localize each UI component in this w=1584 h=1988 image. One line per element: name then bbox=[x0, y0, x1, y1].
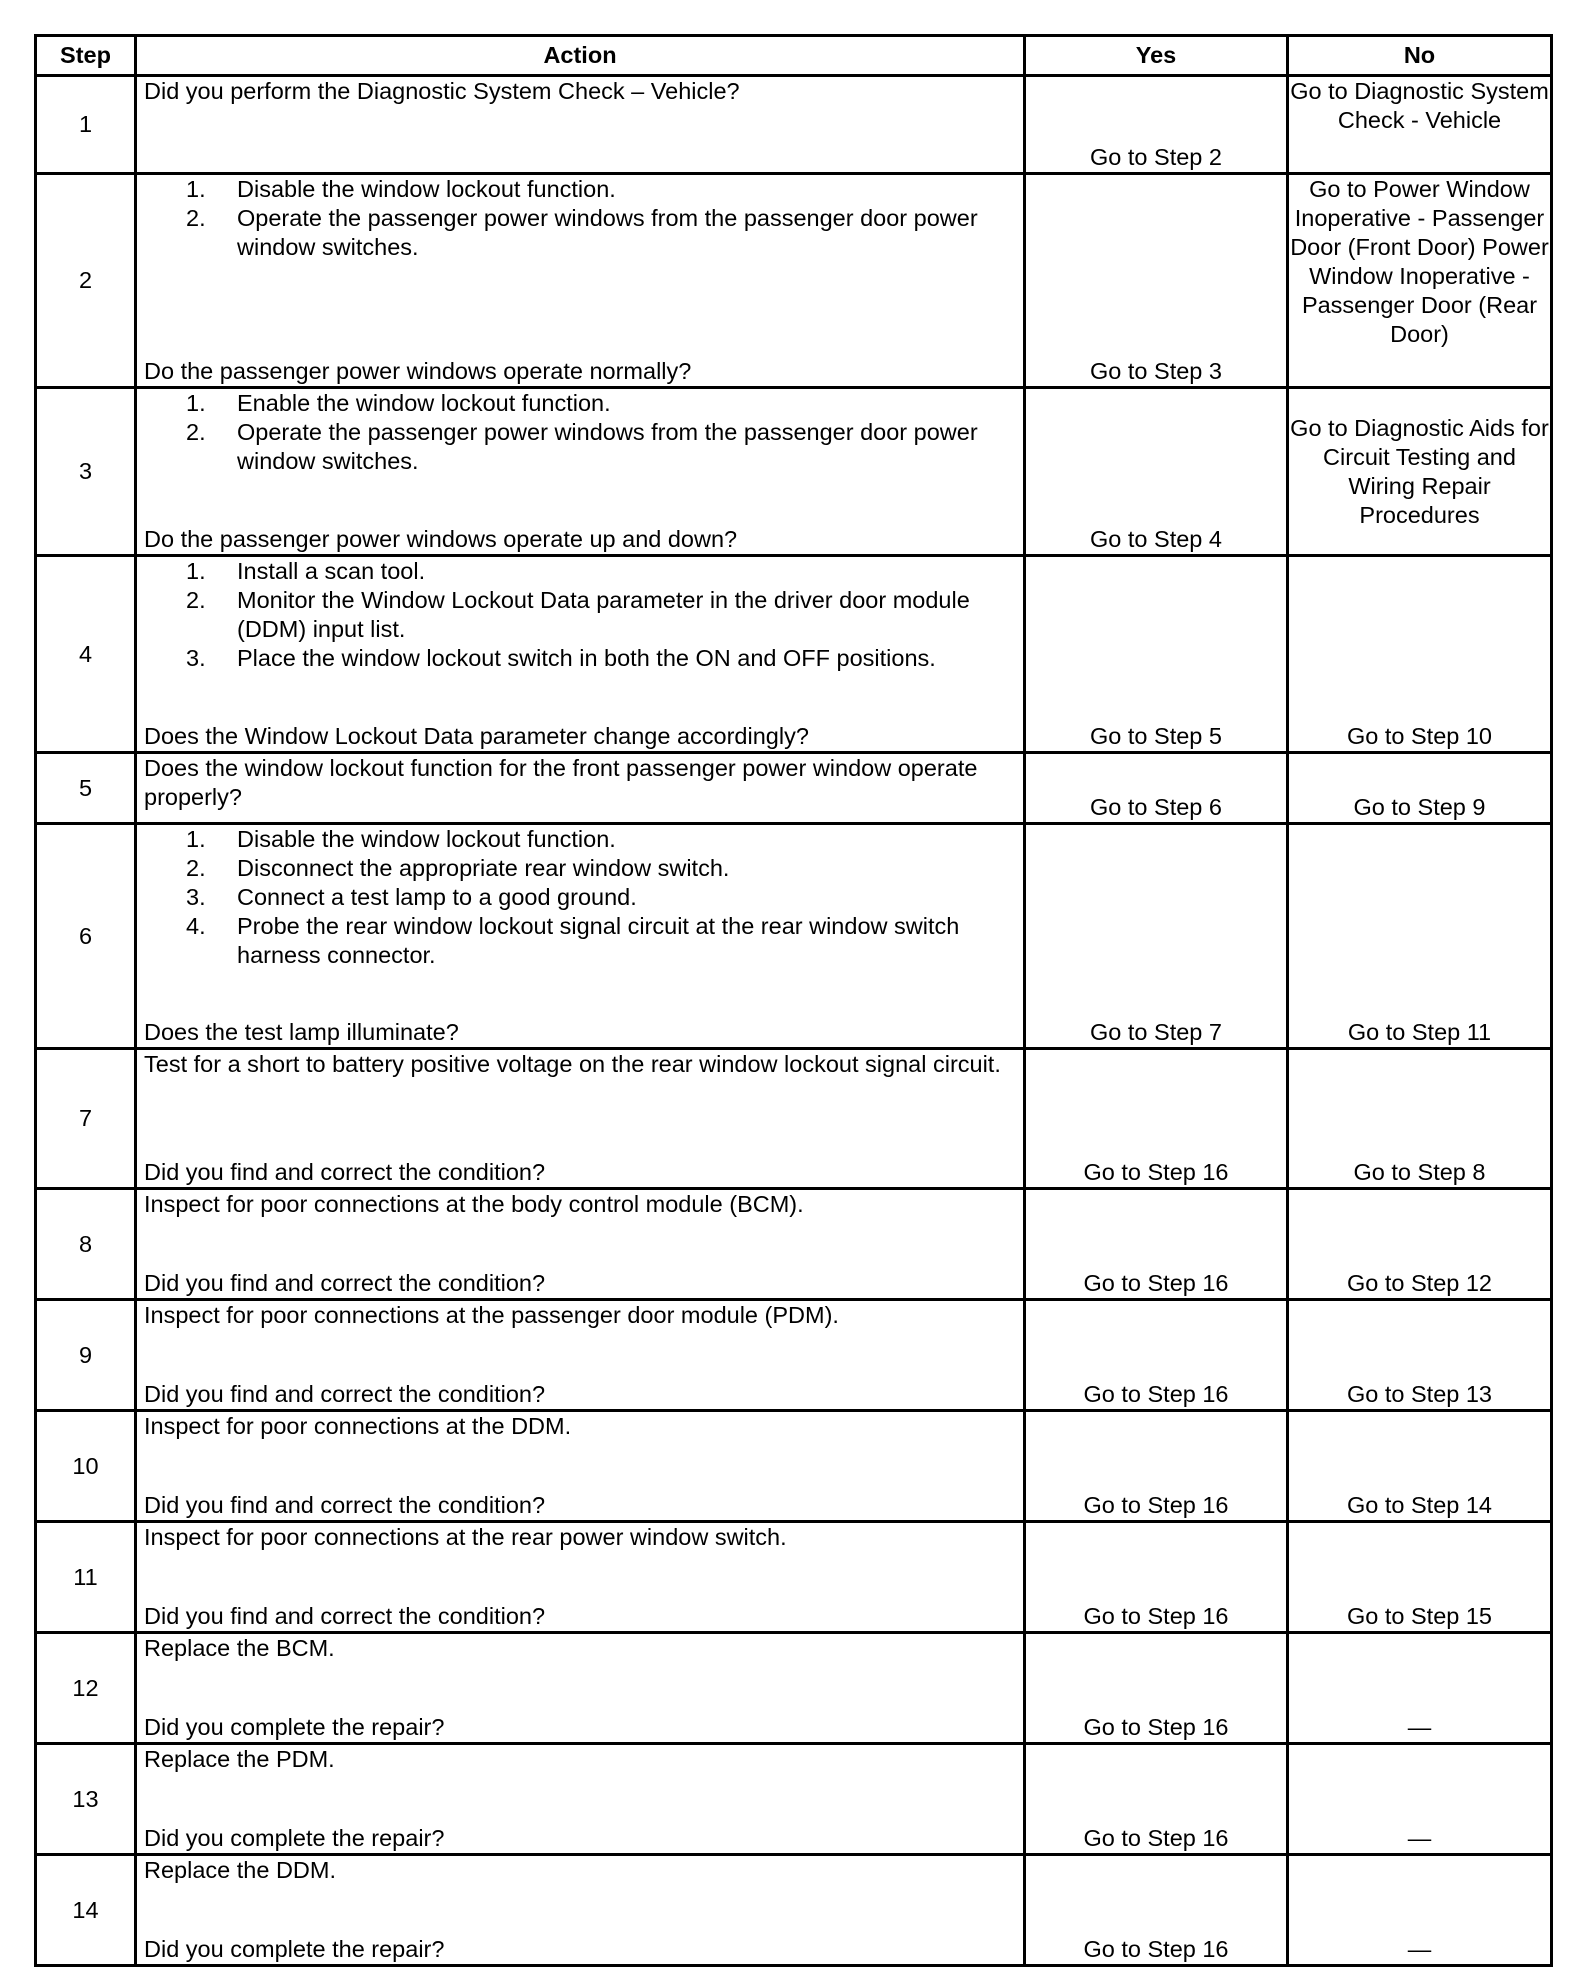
procedure-item-number: 3. bbox=[186, 884, 206, 910]
no-result: Go to Diagnostic Aids for Circuit Testing and Wiring Repair Procedures bbox=[1288, 388, 1552, 556]
no-result: Go to Step 11 bbox=[1288, 824, 1552, 1049]
procedure-item-number: 1. bbox=[186, 826, 206, 852]
no-result: Go to Step 10 bbox=[1288, 556, 1552, 753]
action-text: Did you perform the Diagnostic System Check – Vehicle? bbox=[144, 78, 740, 104]
table-row bbox=[36, 1049, 1552, 1189]
header-step: Step bbox=[36, 36, 136, 76]
procedure-item-number: 2. bbox=[186, 419, 206, 445]
yes-result: Go to Step 16 bbox=[1025, 1300, 1288, 1411]
procedure-item-number: 2. bbox=[186, 205, 206, 231]
table-row bbox=[36, 1744, 1552, 1855]
action-cell bbox=[136, 1300, 1025, 1411]
yes-result: Go to Step 16 bbox=[1025, 1855, 1288, 1966]
no-result: Go to Step 15 bbox=[1288, 1522, 1552, 1633]
procedure-item-number: 4. bbox=[186, 913, 206, 939]
no-result: Go to Step 14 bbox=[1288, 1411, 1552, 1522]
procedure-list bbox=[144, 175, 1017, 262]
table-body bbox=[36, 76, 1552, 1966]
action-question: Did you find and correct the condition? bbox=[144, 1603, 546, 1629]
action-question: Did you find and correct the condition? bbox=[144, 1159, 546, 1185]
step-number: 8 bbox=[36, 1189, 136, 1300]
action-question: Did you find and correct the condition? bbox=[144, 1492, 546, 1518]
step-number: 6 bbox=[36, 824, 136, 1049]
action-question: Did you complete the repair? bbox=[144, 1936, 445, 1962]
header-action: Action bbox=[136, 36, 1025, 76]
procedure-item-number: 2. bbox=[186, 855, 206, 881]
table-row bbox=[36, 388, 1552, 556]
procedure-item bbox=[186, 389, 1017, 418]
action-cell bbox=[136, 1411, 1025, 1522]
no-result: Go to Step 9 bbox=[1288, 753, 1552, 824]
procedure-item-number: 3. bbox=[186, 645, 206, 671]
yes-result: Go to Step 16 bbox=[1025, 1633, 1288, 1744]
no-result: — bbox=[1288, 1633, 1552, 1744]
no-result: Go to Step 12 bbox=[1288, 1189, 1552, 1300]
action-cell bbox=[136, 1855, 1025, 1966]
step-number: 1 bbox=[36, 76, 136, 174]
procedure-item bbox=[186, 175, 1017, 204]
table-row bbox=[36, 174, 1552, 388]
procedure-item-number: 1. bbox=[186, 390, 206, 416]
step-number: 7 bbox=[36, 1049, 136, 1189]
procedure-item bbox=[186, 912, 1017, 970]
procedure-list bbox=[144, 825, 1017, 970]
action-question: Did you find and correct the condition? bbox=[144, 1270, 546, 1296]
no-result: Go to Power Window Inoperative - Passenger Door (Front Door) Power Window Inoperative - Passenger Door (Rear Door) bbox=[1288, 174, 1552, 388]
procedure-item-text: Disconnect the appropriate rear window switch. bbox=[237, 855, 730, 881]
yes-result: Go to Step 16 bbox=[1025, 1744, 1288, 1855]
table-row bbox=[36, 824, 1552, 1049]
table-row bbox=[36, 1300, 1552, 1411]
procedure-item-text: Monitor the Window Lockout Data parameter in the driver door module (DDM) input list. bbox=[237, 587, 970, 642]
table-row bbox=[36, 1411, 1552, 1522]
action-question: Does the Window Lockout Data parameter change accordingly? bbox=[144, 723, 809, 749]
no-result: — bbox=[1288, 1855, 1552, 1966]
action-question: Did you complete the repair? bbox=[144, 1714, 445, 1740]
step-number: 11 bbox=[36, 1522, 136, 1633]
step-number: 3 bbox=[36, 388, 136, 556]
action-text: Inspect for poor connections at the rear power window switch. bbox=[144, 1524, 787, 1550]
yes-result: Go to Step 16 bbox=[1025, 1522, 1288, 1633]
procedure-item-text: Connect a test lamp to a good ground. bbox=[237, 884, 637, 910]
yes-result: Go to Step 3 bbox=[1025, 174, 1288, 388]
step-number: 9 bbox=[36, 1300, 136, 1411]
procedure-item-number: 2. bbox=[186, 587, 206, 613]
action-text: Inspect for poor connections at the DDM. bbox=[144, 1413, 572, 1439]
table-row bbox=[36, 1855, 1552, 1966]
yes-result: Go to Step 4 bbox=[1025, 388, 1288, 556]
step-number: 10 bbox=[36, 1411, 136, 1522]
procedure-item bbox=[186, 825, 1017, 854]
action-question: Did you complete the repair? bbox=[144, 1825, 445, 1851]
action-cell bbox=[136, 824, 1025, 1049]
procedure-item bbox=[186, 586, 1017, 644]
action-text: Inspect for poor connections at the body control module (BCM). bbox=[144, 1191, 804, 1217]
header-no: No bbox=[1288, 36, 1552, 76]
procedure-item-text: Disable the window lockout function. bbox=[237, 176, 616, 202]
yes-result: Go to Step 2 bbox=[1025, 76, 1288, 174]
action-text: Replace the PDM. bbox=[144, 1746, 335, 1772]
action-cell bbox=[136, 1633, 1025, 1744]
action-text: Replace the DDM. bbox=[144, 1857, 336, 1883]
procedure-list bbox=[144, 389, 1017, 476]
action-question: Does the test lamp illuminate? bbox=[144, 1019, 459, 1045]
table-row bbox=[36, 556, 1552, 753]
step-number: 2 bbox=[36, 174, 136, 388]
action-cell bbox=[136, 753, 1025, 824]
action-cell bbox=[136, 388, 1025, 556]
no-result: Go to Step 8 bbox=[1288, 1049, 1552, 1189]
action-text: Does the window lockout function for the front passenger power window operate properly? bbox=[144, 755, 978, 810]
action-text: Inspect for poor connections at the passenger door module (PDM). bbox=[144, 1302, 839, 1328]
action-text: Test for a short to battery positive voltage on the rear window lockout signal circuit. bbox=[144, 1051, 1001, 1077]
procedure-item-number: 1. bbox=[186, 558, 206, 584]
action-question: Do the passenger power windows operate normally? bbox=[144, 358, 692, 384]
no-result: Go to Diagnostic System Check - Vehicle bbox=[1288, 76, 1552, 174]
procedure-list bbox=[144, 557, 1017, 673]
procedure-item-text: Operate the passenger power windows from the passenger door power window switches. bbox=[237, 419, 978, 474]
table-row bbox=[36, 1522, 1552, 1633]
action-cell bbox=[136, 1189, 1025, 1300]
diagnostic-table bbox=[34, 34, 1553, 1967]
step-number: 5 bbox=[36, 753, 136, 824]
table-row bbox=[36, 753, 1552, 824]
table-row bbox=[36, 1633, 1552, 1744]
action-cell bbox=[136, 556, 1025, 753]
procedure-item-text: Enable the window lockout function. bbox=[237, 390, 611, 416]
procedure-item bbox=[186, 883, 1017, 912]
procedure-item-text: Install a scan tool. bbox=[237, 558, 426, 584]
action-question: Did you find and correct the condition? bbox=[144, 1381, 546, 1407]
procedure-item bbox=[186, 557, 1017, 586]
procedure-item-text: Operate the passenger power windows from the passenger door power window switches. bbox=[237, 205, 978, 260]
step-number: 12 bbox=[36, 1633, 136, 1744]
action-cell bbox=[136, 1049, 1025, 1189]
action-text: Replace the BCM. bbox=[144, 1635, 335, 1661]
procedure-item bbox=[186, 204, 1017, 262]
procedure-item-text: Probe the rear window lockout signal circuit at the rear window switch harness connector. bbox=[237, 913, 960, 968]
no-result: Go to Step 13 bbox=[1288, 1300, 1552, 1411]
action-cell bbox=[136, 1744, 1025, 1855]
action-cell bbox=[136, 174, 1025, 388]
yes-result: Go to Step 5 bbox=[1025, 556, 1288, 753]
procedure-item bbox=[186, 418, 1017, 476]
header-yes: Yes bbox=[1025, 36, 1288, 76]
yes-result: Go to Step 6 bbox=[1025, 753, 1288, 824]
step-number: 13 bbox=[36, 1744, 136, 1855]
yes-result: Go to Step 7 bbox=[1025, 824, 1288, 1049]
header-row bbox=[36, 36, 1552, 76]
step-number: 14 bbox=[36, 1855, 136, 1966]
procedure-item bbox=[186, 644, 1017, 673]
procedure-item-text: Place the window lockout switch in both the ON and OFF positions. bbox=[237, 645, 936, 671]
procedure-item-number: 1. bbox=[186, 176, 206, 202]
table-row bbox=[36, 1189, 1552, 1300]
no-result: — bbox=[1288, 1744, 1552, 1855]
yes-result: Go to Step 16 bbox=[1025, 1411, 1288, 1522]
action-cell bbox=[136, 1522, 1025, 1633]
procedure-item-text: Disable the window lockout function. bbox=[237, 826, 616, 852]
yes-result: Go to Step 16 bbox=[1025, 1189, 1288, 1300]
step-number: 4 bbox=[36, 556, 136, 753]
procedure-item bbox=[186, 854, 1017, 883]
action-question: Do the passenger power windows operate up and down? bbox=[144, 526, 738, 552]
yes-result: Go to Step 16 bbox=[1025, 1049, 1288, 1189]
action-cell bbox=[136, 76, 1025, 174]
table-row bbox=[36, 76, 1552, 174]
